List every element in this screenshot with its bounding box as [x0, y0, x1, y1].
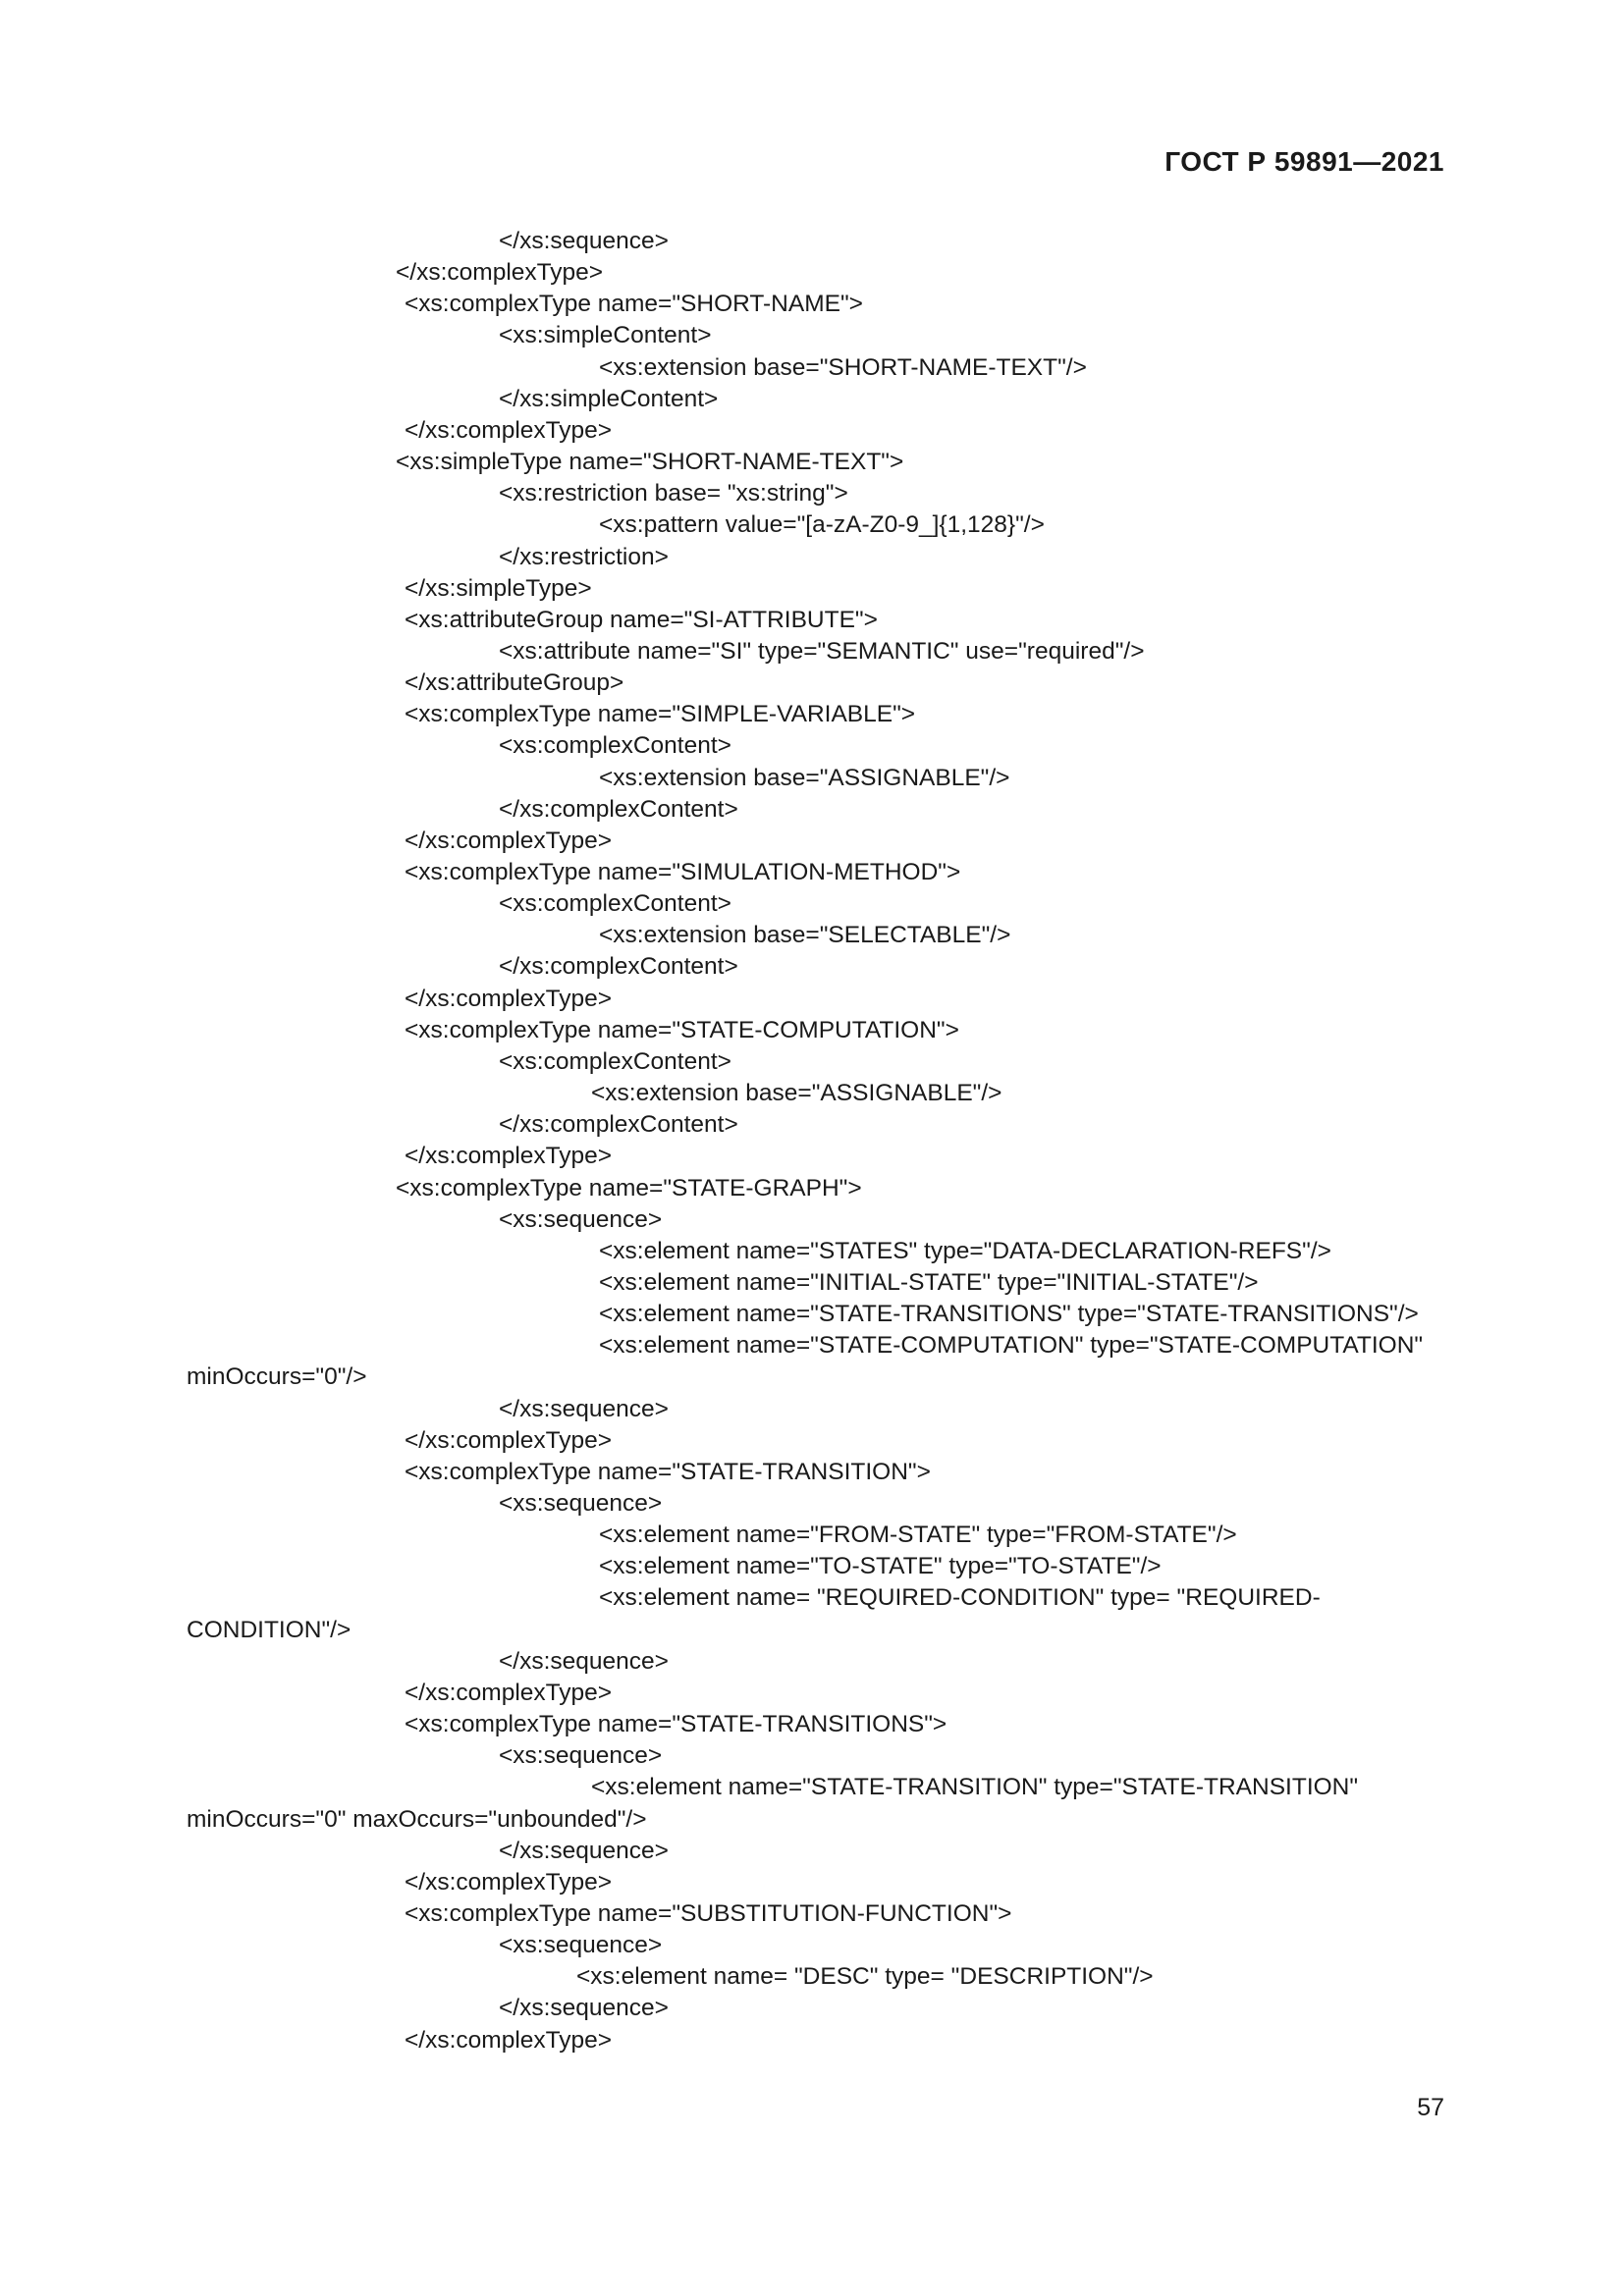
code-line: </xs:complexType>: [405, 1426, 613, 1454]
code-line: <xs:complexContent>: [499, 732, 731, 760]
code-line: <xs:complexType name="STATE-TRANSITION">: [405, 1458, 931, 1485]
code-line: </xs:simpleContent>: [499, 385, 719, 412]
code-line: </xs:complexType>: [396, 259, 604, 287]
code-line: </xs:simpleType>: [405, 574, 592, 602]
code-line: </xs:complexContent>: [499, 795, 738, 823]
code-line: <xs:restriction base= "xs:string">: [499, 480, 848, 507]
code-line: <xs:element name= "REQUIRED-CONDITION" type= "REQUIRED-: [599, 1584, 1321, 1612]
code-line: <xs:pattern value="[a-zA-Z0-9_]{1,128}"/>: [599, 511, 1045, 539]
code-line: <xs:complexType name="STATE-COMPUTATION">: [405, 1016, 959, 1043]
standard-code-header: ГОСТ Р 59891—2021: [1164, 146, 1444, 177]
code-line: <xs:element name="TO-STATE" type="TO-STATE"/>: [599, 1553, 1162, 1580]
code-line: </xs:complexType>: [405, 1868, 613, 1896]
code-line: </xs:restriction>: [499, 543, 669, 570]
code-line: <xs:complexType name="SUBSTITUTION-FUNCTION">: [405, 1899, 1012, 1927]
code-line: </xs:complexType>: [405, 1143, 613, 1170]
code-line: <xs:complexContent>: [499, 1047, 731, 1075]
code-line: </xs:attributeGroup>: [405, 669, 624, 697]
code-line: <xs:element name="STATE-TRANSITION" type="STATE-TRANSITION": [591, 1774, 1359, 1801]
code-line: <xs:complexType name="SIMPLE-VARIABLE">: [405, 701, 916, 728]
code-line: <xs:complexType name="SIMULATION-METHOD">: [405, 859, 961, 885]
code-line: <xs:complexType name="SHORT-NAME">: [405, 291, 863, 318]
code-line: </xs:sequence>: [499, 1395, 669, 1422]
code-line: <xs:complexType name="STATE-TRANSITIONS">: [405, 1711, 947, 1738]
page-number: 57: [1417, 2094, 1444, 2121]
code-line: <xs:simpleContent>: [499, 322, 712, 349]
code-line: <xs:extension base="ASSIGNABLE"/>: [599, 764, 1010, 791]
code-line: <xs:element name="STATE-COMPUTATION" type="STATE-COMPUTATION": [599, 1332, 1424, 1360]
code-line: <xs:element name="INITIAL-STATE" type="INITIAL-STATE"/>: [599, 1268, 1259, 1296]
code-line: <xs:attribute name="SI" type="SEMANTIC" use="required"/>: [499, 637, 1145, 665]
code-line: </xs:sequence>: [499, 1837, 669, 1864]
code-line: minOccurs="0"/>: [187, 1363, 367, 1391]
code-line: CONDITION"/>: [187, 1616, 352, 1643]
code-line: <xs:sequence>: [499, 1205, 663, 1233]
code-line: <xs:sequence>: [499, 1742, 663, 1770]
code-line: <xs:attributeGroup name="SI-ATTRIBUTE">: [405, 606, 878, 633]
code-line: <xs:simpleType name="SHORT-NAME-TEXT">: [396, 449, 904, 476]
code-line: <xs:element name="FROM-STATE" type="FROM-STATE"/>: [599, 1522, 1237, 1549]
code-line: <xs:complexContent>: [499, 890, 731, 918]
code-line: <xs:sequence>: [499, 1490, 663, 1517]
code-line: minOccurs="0" maxOccurs="unbounded"/>: [187, 1805, 647, 1833]
code-line: <xs:sequence>: [499, 1932, 663, 1959]
code-line: </xs:sequence>: [499, 1995, 669, 2022]
code-line: </xs:complexType>: [405, 985, 613, 1012]
code-line: <xs:element name="STATE-TRANSITIONS" type="STATE-TRANSITIONS"/>: [599, 1301, 1419, 1328]
code-line: <xs:element name= "DESC" type= "DESCRIPTION"/>: [576, 1963, 1154, 1991]
code-line: <xs:element name="STATES" type="DATA-DECLARATION-REFS"/>: [599, 1237, 1331, 1264]
code-line: </xs:complexType>: [405, 1679, 613, 1706]
code-line: </xs:complexType>: [405, 416, 613, 444]
code-line: </xs:sequence>: [499, 228, 669, 254]
code-line: </xs:complexContent>: [499, 1111, 738, 1139]
code-line: <xs:extension base="SHORT-NAME-TEXT"/>: [599, 353, 1087, 381]
code-line: </xs:complexType>: [405, 2026, 613, 2054]
code-line: </xs:complexType>: [405, 827, 613, 854]
code-line: <xs:extension base="ASSIGNABLE"/>: [591, 1080, 1002, 1107]
code-line: </xs:complexContent>: [499, 953, 738, 981]
code-line: <xs:complexType name="STATE-GRAPH">: [396, 1174, 862, 1201]
code-line: </xs:sequence>: [499, 1647, 669, 1675]
code-line: <xs:extension base="SELECTABLE"/>: [599, 922, 1011, 949]
